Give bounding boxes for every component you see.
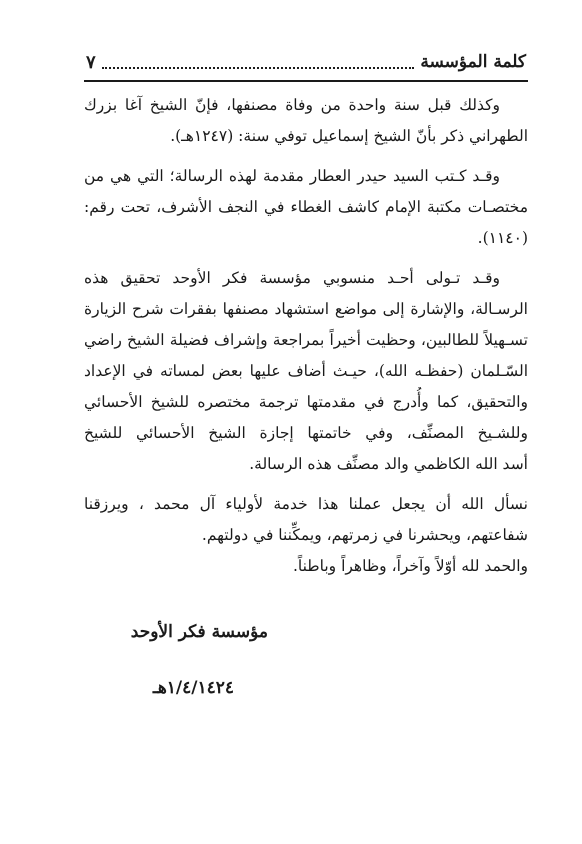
text-line: مختصـات مكتبة الإمام كاشف الغطاء في النجف الأشرف، تحت رقم: bbox=[84, 198, 528, 216]
text-line: الطهراني ذكر بأنّ الشيخ إسماعيل توفي سنة: (١٢٤٧هـ). bbox=[170, 127, 528, 145]
text-line: السّـلمان (حفظـه الله)، حيـث أضاف عليها بعض لمساته في الإعداد bbox=[84, 362, 528, 380]
text-line: وقـد كـتب السيد حيدر العطار مقدمة لهذه الرسالة؛ التي هي من bbox=[84, 167, 500, 185]
text-line: وكذلك قبل سنة واحدة من وفاة مصنفها، فإنّ الشيخ آغا بزرك bbox=[84, 96, 500, 114]
text-line: والحمد لله أوّلاً وآخراً، وظاهراً وباطناً. bbox=[292, 557, 528, 575]
text-line: وللشـيخ المصنِّف، وفي خاتمتها إجازة الشيخ الأحسائي للشيخ bbox=[84, 424, 528, 442]
header-leader-dots bbox=[102, 65, 415, 69]
text-line: الرسـالة، والإشارة إلى مواضع استشهاد مصنفها بفقرات شرح الزيارة bbox=[84, 300, 528, 318]
signature: مؤسسة فكر الأوحد bbox=[130, 622, 268, 642]
text-line: والتحقيق، كما وأُدرج في مقدمتها ترجمة مختصره للشيخ الأحسائي bbox=[84, 393, 528, 411]
header-rule bbox=[84, 80, 528, 82]
body-text bbox=[84, 90, 528, 582]
chapter-title: كلمة المؤسسة bbox=[420, 52, 526, 72]
date: ١/٤/١٤٢٤هـ bbox=[152, 678, 234, 698]
page-header bbox=[86, 44, 526, 80]
text-line: نسأل الله أن يجعل عملنا هذا خدمة لأولياء آل محمد ، ويرزقنا bbox=[84, 495, 528, 513]
text-line: شفاعتهم، ويحشرنا في زمرتهم، ويمكِّننا في دولتهم. bbox=[201, 526, 528, 544]
text-line: وقـد تـولى أحـد منسوبي مؤسسة فكر الأوحد تحقيق هذه bbox=[84, 269, 500, 287]
text-line: أسد الله الكاظمي والد مصنِّف هذه الرسالة. bbox=[249, 455, 528, 473]
text-line: (١١٤٠). bbox=[477, 229, 528, 247]
page-number: ٧ bbox=[86, 51, 96, 73]
text-line: تسـهيلاً للطالبين، وحظيت أخيراً بمراجعة وإشراف فضيلة الشيخ راضي bbox=[84, 331, 528, 349]
